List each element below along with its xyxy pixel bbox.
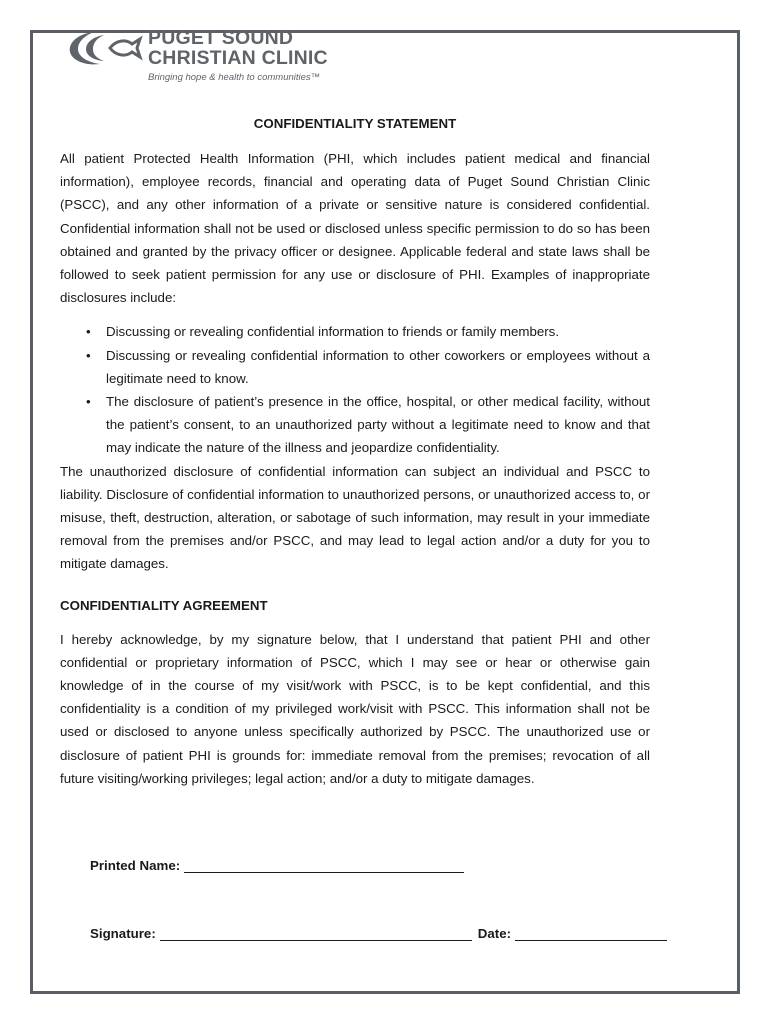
bullet-icon: • — [86, 347, 91, 363]
date-label: Date: — [477, 926, 512, 941]
signature-row — [90, 926, 667, 941]
printed-name-field[interactable] — [184, 858, 464, 873]
logo-name-line2: CHRISTIAN CLINIC — [148, 47, 328, 69]
list-item — [86, 320, 650, 343]
signature-label: Signature: — [90, 926, 156, 941]
agreement-text: I hereby acknowledge, by my signature below, that I understand that patient PHI and other confidential or proprietary information of PSCC, which I may see or hear or otherwise gain knowledge of in the course of my visit/work with PSCC, is to be kept confidential, and this confidentiality is a condition of my privileged work/visit with PSCC. This information shall not be used or disclosed to anyone unless specifically authorized by PSCC. The unauthorized use or disclosure of patient PHI is grounds for: immediate removal from the premises; revocation of all future visiting/working privileges; legal action; and/or a duty to mitigate damages. — [60, 631, 650, 786]
document-body — [60, 114, 650, 790]
printed-name-row — [90, 858, 464, 873]
date-field[interactable] — [515, 926, 667, 941]
statement-intro: All patient Protected Health Information (PHI, which includes patient medical and financial information), employee records, financial and operating data of Puget Sound Christian Clinic (PSCC), and any other information of a private or sensitive nature is considered confidential. Confidential information shall not be used or disclosed unless specific permission to do so has been obtained and granted by the privacy officer or designee. Applicable federal and state laws shall be followed to seek patient permission for any use or disclosure of PHI. Examples of inappropriate disclosures include: — [60, 151, 650, 306]
signature-field[interactable] — [160, 926, 472, 941]
bullet-icon: • — [86, 394, 91, 410]
list-item-text: The disclosure of patient’s presence in the office, hospital, or other medical facility, without the patient’s consent, to an unauthorized party without a legitimate need to know and that may indicate the nature of the illness and jeopardize confidentiality. — [106, 394, 650, 456]
statement-title: CONFIDENTIALITY STATEMENT — [253, 116, 457, 131]
logo-tagline: Bringing hope & health to communities™ — [148, 72, 321, 83]
list-item-text: Discussing or revealing confidential information to friends or family members. — [106, 324, 560, 340]
list-item — [86, 344, 650, 390]
logo-name-line1: PUGET SOUND — [148, 27, 294, 49]
disclosure-examples-list — [60, 320, 650, 459]
list-item — [86, 390, 650, 460]
list-item-text: Discussing or revealing confidential information to other coworkers or employees without a legitimate need to know. — [106, 347, 650, 386]
statement-consequences: The unauthorized disclosure of confidential information can subject an individual and PSCC to liability. Disclosure of confidential information to unauthorized persons, or unauthorized access to, or misuse, theft, destruction, alteration, or sabotage of such information, may result in your immediate removal from the premises and/or PSCC, and may lead to legal action and/or a duty for you to mitigate damages. — [60, 463, 650, 572]
clinic-logo — [64, 26, 364, 90]
printed-name-label: Printed Name: — [90, 858, 181, 873]
agreement-title: CONFIDENTIALITY AGREEMENT — [60, 597, 268, 613]
fish-swoosh-logo-icon — [64, 26, 144, 70]
bullet-icon: • — [86, 324, 91, 340]
